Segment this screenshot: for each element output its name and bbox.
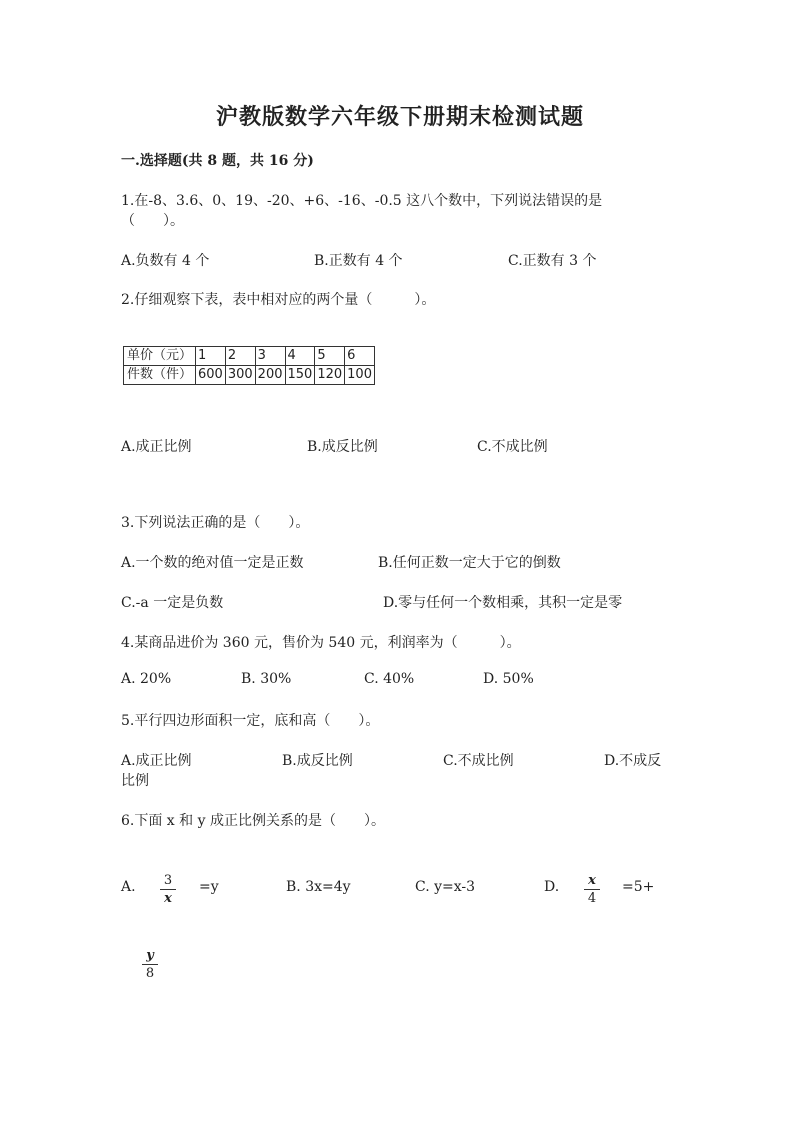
question-4-option-b: B. 30%: [241, 671, 292, 687]
section-heading: 一.选择题(共 8 题，共 16 分): [121, 153, 314, 169]
question-5-option-a: A.成正比例: [121, 753, 192, 769]
table-cell: 200: [255, 366, 285, 385]
question-6-option-a-label: A.: [121, 879, 136, 895]
question-1-option-b: B.正数有 4 个: [314, 253, 403, 269]
question-6-text: 6.下面 x 和 y 成正比例关系的是（ ）。: [121, 813, 385, 829]
question-6-option-b: B. 3x=4y: [286, 879, 351, 895]
question-5-text: 5.平行四边形面积一定，底和高（ ）。: [121, 713, 380, 729]
question-1-option-a: A.负数有 4 个: [121, 253, 210, 269]
price-quantity-table: [123, 346, 375, 385]
question-1-text-cont: （ ）。: [121, 213, 184, 229]
question-5-option-b: B.成反比例: [282, 753, 353, 769]
table-cell: 6: [345, 347, 375, 366]
fraction-bar: [142, 964, 158, 965]
question-5-option-d-wrap: 比例: [121, 773, 149, 789]
table-cell: 4: [285, 347, 315, 366]
question-2-option-c: C.不成比例: [477, 439, 548, 455]
fraction-numerator: x: [588, 873, 596, 888]
table-cell: 600: [196, 366, 226, 385]
table-cell: 100: [345, 366, 375, 385]
table-cell: 5: [315, 347, 345, 366]
question-2-text: 2.仔细观察下表，表中相对应的两个量（ ）。: [121, 292, 436, 308]
table-cell: 3: [255, 347, 285, 366]
question-3-option-c: C.-a 一定是负数: [121, 595, 224, 611]
question-4-option-c: C. 40%: [364, 671, 415, 687]
table-cell: 120: [315, 366, 345, 385]
question-3-text: 3.下列说法正确的是（ ）。: [121, 515, 310, 531]
question-3-option-b: B.任何正数一定大于它的倒数: [378, 555, 561, 571]
fraction-x-over-4: [584, 873, 600, 906]
table-cell: 150: [285, 366, 315, 385]
fraction-3-over-x: [160, 873, 176, 906]
question-4-text: 4.某商品进价为 360 元，售价为 540 元，利润率为（ ）。: [121, 635, 521, 651]
question-1-option-c: C.正数有 3 个: [508, 253, 597, 269]
fraction-numerator: y: [146, 948, 154, 963]
fraction-numerator: 3: [163, 873, 173, 888]
table-cell: 单价（元）: [124, 347, 196, 366]
table-cell: 件数（件）: [124, 366, 196, 385]
table-row: [124, 347, 375, 366]
question-6-option-c: C. y=x-3: [415, 879, 476, 895]
question-6-option-d-label: D.: [544, 879, 560, 895]
question-6-option-a-tail: =y: [199, 879, 219, 895]
question-6-option-d-tail: =5+: [622, 879, 655, 895]
fraction-denominator: 4: [587, 891, 597, 906]
question-3-option-d: D.零与任何一个数相乘，其积一定是零: [383, 595, 623, 611]
fraction-y-over-8: [142, 948, 158, 981]
question-2-option-b: B.成反比例: [307, 439, 378, 455]
page-title: 沪教版数学六年级下册期末检测试题: [215, 104, 584, 130]
fraction-bar: [584, 889, 600, 890]
question-5-option-d: D.不成反: [604, 753, 662, 769]
question-1-text: 1.在-8、3.6、0、19、-20、+6、-16、-0.5 这八个数中，下列说法错误的是: [121, 193, 603, 209]
question-5-option-c: C.不成比例: [443, 753, 514, 769]
fraction-denominator: 8: [145, 966, 155, 981]
fraction-bar: [160, 889, 176, 890]
question-4-option-a: A. 20%: [121, 671, 172, 687]
question-3-option-a: A.一个数的绝对值一定是正数: [121, 555, 304, 571]
question-2-option-a: A.成正比例: [121, 439, 192, 455]
table-cell: 300: [225, 366, 255, 385]
fraction-denominator: x: [164, 891, 172, 906]
table-cell: 1: [196, 347, 226, 366]
table-row: [124, 366, 375, 385]
question-4-option-d: D. 50%: [483, 671, 534, 687]
table-cell: 2: [225, 347, 255, 366]
